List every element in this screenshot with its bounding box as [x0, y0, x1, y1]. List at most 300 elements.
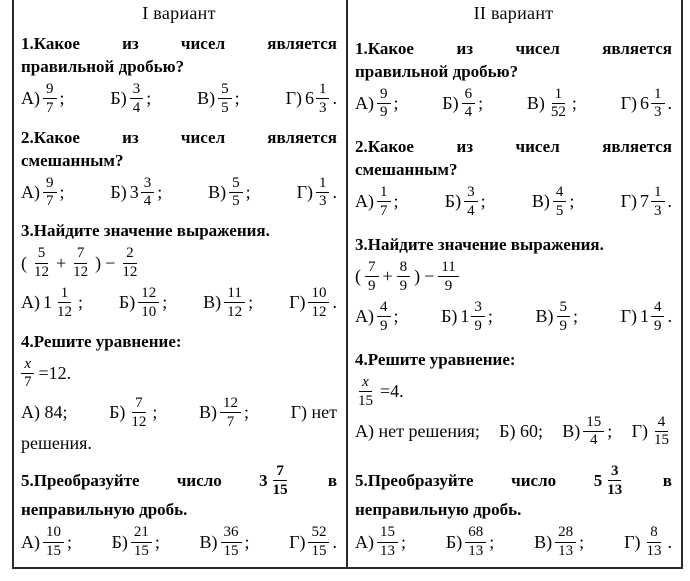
fraction-numerator: 11 [438, 259, 458, 277]
fraction-denominator: 4 [590, 432, 598, 449]
fraction-denominator: 15 [311, 543, 327, 560]
fraction-numerator: 12 [138, 285, 159, 303]
question-block [21, 330, 337, 455]
text-token: В) [535, 306, 554, 326]
answer-row [355, 299, 672, 335]
answer-option [446, 524, 494, 560]
text-token: Б) [109, 402, 126, 423]
fraction-denominator: 5 [232, 193, 240, 210]
answer-option [21, 81, 65, 117]
answer-option [21, 175, 65, 211]
fraction-denominator: 3 [318, 193, 327, 210]
fraction-numerator: 6 [462, 86, 476, 104]
fraction-numerator: 1 [58, 285, 72, 303]
fraction-denominator: 7 [226, 413, 235, 430]
text-token: ; [162, 292, 168, 313]
question-title [355, 348, 672, 371]
expression-line [355, 259, 672, 295]
text-token: число [176, 471, 222, 491]
fraction-numerator: 1 [651, 184, 665, 202]
text-token: 2.Какое [21, 127, 80, 147]
fraction-denominator: 15 [358, 392, 373, 409]
text-token: смешанным? [355, 159, 458, 179]
text-token: 4.Решите уравнение: [355, 349, 516, 369]
fraction [377, 524, 398, 560]
answer-row [355, 184, 672, 220]
fraction-numerator: 1 [316, 81, 330, 99]
answer-option [200, 524, 250, 560]
fraction-numerator: x [359, 374, 372, 392]
fraction-numerator: 9 [43, 175, 57, 193]
fraction-numerator: 3 [141, 175, 155, 193]
text-token: ; [152, 402, 158, 423]
fraction [21, 356, 35, 392]
question-block [21, 219, 337, 321]
text-token: Г) [296, 181, 313, 202]
text-token: Г) [624, 531, 641, 552]
fraction-denominator: 12 [227, 303, 243, 320]
fraction-numerator: 11 [224, 285, 244, 303]
fraction-numerator: 2 [123, 245, 137, 263]
text-token: − [105, 252, 116, 273]
fraction-denominator: 15 [272, 481, 288, 498]
fraction [70, 245, 91, 281]
answer-option [289, 285, 337, 321]
fraction-denominator: 9 [474, 317, 482, 334]
text-token: Б) [445, 531, 463, 552]
text-token: решения. [21, 432, 92, 453]
text-token: ; [59, 88, 65, 109]
text-token: ; [579, 531, 585, 552]
text-token: ; [154, 531, 160, 552]
answer-row [21, 395, 337, 431]
text-token: число [511, 471, 557, 491]
fraction-denominator: 5 [221, 99, 229, 116]
fraction [141, 175, 155, 211]
fraction-numerator: 4 [651, 299, 665, 317]
variant-column-2 [346, 0, 681, 567]
text-token: 3.Найдите значение выражения. [21, 221, 270, 241]
answer-option [355, 299, 399, 335]
fraction-denominator: 4 [132, 99, 141, 116]
answer-option [21, 524, 72, 560]
text-token: ; [480, 191, 486, 212]
fraction-denominator: 7 [46, 193, 54, 210]
text-token: . [667, 531, 672, 552]
text-token: ; [478, 92, 484, 113]
fraction-numerator: 1 [651, 86, 665, 104]
text-token: . [667, 191, 672, 212]
text-token: правильной дробью? [355, 61, 519, 81]
mixed-number [305, 81, 330, 117]
fraction [471, 299, 485, 335]
text-token: 5.Преобразуйте [21, 471, 140, 491]
answer-option [621, 86, 672, 122]
text-token: 2.Какое [355, 136, 414, 156]
whole-part: 1 [460, 306, 470, 326]
mixed-number [259, 463, 291, 499]
text-token: ) [95, 252, 102, 273]
question-block [355, 348, 672, 450]
fraction [128, 395, 149, 431]
answer-row [355, 86, 672, 122]
fraction [465, 524, 486, 560]
mixed-number [640, 86, 665, 122]
text-token: . [332, 292, 337, 313]
text-token: =12. [38, 362, 72, 383]
fraction-denominator: 4 [143, 193, 152, 210]
fraction-numerator: 4 [553, 184, 567, 202]
fraction-denominator: 9 [368, 277, 376, 294]
text-token: Б) 60; [499, 420, 543, 441]
text-token: Г) [289, 292, 306, 313]
fraction-numerator: 7 [74, 245, 88, 263]
text-token: А) [21, 531, 40, 552]
fraction-denominator: 5 [555, 202, 564, 219]
fraction-denominator: 15 [133, 543, 149, 560]
text-token: 3.Найдите значение выражения. [355, 235, 604, 255]
answer-option [289, 524, 337, 560]
answer-option [441, 299, 493, 335]
fraction-denominator: 7 [46, 99, 54, 116]
answer-option [534, 524, 584, 560]
fraction [397, 259, 411, 295]
fraction [119, 245, 140, 281]
fraction [31, 245, 52, 281]
answer-option [208, 175, 251, 211]
answer-option [442, 86, 483, 122]
answer-option [499, 421, 543, 442]
text-token: 5.Преобразуйте [355, 471, 474, 491]
text-token: . [332, 181, 337, 202]
fraction-denominator: 7 [24, 374, 32, 391]
text-token: ; [248, 292, 254, 313]
whole-part: 7 [640, 191, 649, 212]
fraction-numerator: 8 [397, 259, 411, 277]
text-token: Г) [285, 88, 302, 109]
question-block [355, 37, 672, 123]
text-token: Г) нет [290, 402, 337, 423]
question-block [355, 463, 672, 561]
fraction-numerator: 4 [377, 299, 391, 317]
text-token: Б) [111, 531, 128, 552]
variant-2-title: II вариант [473, 3, 554, 23]
question-block [21, 32, 337, 118]
variant-1-title: I вариант [142, 3, 216, 23]
fraction-denominator: 9 [444, 277, 453, 294]
text-token: Б) [444, 191, 462, 212]
fraction [553, 184, 567, 220]
text-token: ; [393, 92, 399, 113]
fraction [221, 524, 242, 560]
fraction [651, 414, 672, 450]
fraction [464, 184, 478, 220]
text-token: Г) [620, 306, 637, 326]
fraction-numerator: 9 [377, 86, 391, 104]
text-token: ; [234, 88, 240, 109]
answer-option [355, 86, 399, 122]
text-token: неправильную дробь. [355, 500, 522, 520]
question-title [21, 463, 337, 499]
answer-option [532, 184, 575, 220]
fraction-denominator: 13 [468, 543, 484, 560]
fraction-numerator: 7 [273, 463, 287, 481]
fraction [643, 524, 664, 560]
question-block [355, 233, 672, 335]
fraction-numerator: 1 [377, 184, 391, 202]
fraction-numerator: 1 [552, 86, 566, 104]
text-token: ; [569, 191, 575, 212]
fraction [308, 524, 329, 560]
text-token: В) [534, 531, 553, 552]
text-token: 4.Решите уравнение: [21, 331, 182, 351]
question-title [21, 32, 337, 55]
fraction-denominator: 12 [34, 264, 49, 281]
fraction [308, 285, 329, 321]
fraction-numerator: 68 [465, 524, 486, 542]
text-token: является [602, 38, 672, 58]
text-token: в [327, 471, 337, 491]
fraction-denominator: 9 [559, 317, 567, 334]
text-token: чисел [515, 38, 560, 58]
fraction-denominator: 12 [122, 264, 138, 281]
fraction-numerator: 3 [464, 184, 478, 202]
question-title [21, 55, 337, 78]
question-title [355, 158, 672, 181]
text-token: ; [571, 92, 577, 113]
question-title [21, 126, 337, 149]
text-token: чисел [515, 136, 560, 156]
fraction-denominator: 10 [141, 303, 157, 320]
fraction-denominator: 9 [380, 104, 388, 121]
fraction-numerator: 36 [221, 524, 242, 542]
answer-option [536, 299, 579, 335]
text-token: =4. [380, 381, 404, 402]
text-token: А) [355, 92, 374, 113]
fraction-denominator: 12 [131, 413, 147, 430]
mixed-number [43, 285, 75, 321]
fraction-numerator: 10 [308, 285, 329, 303]
fraction-denominator: 13 [558, 543, 574, 560]
fraction [583, 414, 604, 450]
fraction-numerator: 21 [131, 524, 152, 542]
fraction [651, 86, 665, 122]
fraction-denominator: 3 [654, 202, 662, 219]
fraction-numerator: 15 [377, 524, 398, 542]
text-token: Б) [441, 306, 458, 326]
fraction-numerator: 3 [608, 463, 622, 481]
text-token: ; [146, 88, 152, 109]
fraction [651, 299, 665, 335]
fraction [377, 184, 391, 220]
answer-option [21, 402, 68, 423]
question-title [355, 37, 672, 60]
text-token: В) [562, 420, 581, 441]
text-token: В) [197, 88, 216, 109]
whole-part: 3 [259, 471, 268, 491]
text-token: является [267, 127, 337, 147]
answer-option [199, 395, 249, 431]
text-token: ) [414, 266, 421, 287]
answer-option [119, 285, 167, 321]
text-token: ; [67, 531, 73, 552]
text-token: 1.Какое [355, 38, 414, 58]
fraction-denominator: 4 [464, 104, 473, 121]
text-token: ; [393, 306, 399, 326]
text-token: А) 84; [21, 402, 68, 423]
whole-part: 6 [304, 88, 314, 109]
fraction [316, 81, 330, 117]
answer-row [21, 285, 337, 321]
text-token: Б) [110, 181, 127, 202]
text-token: В) [199, 402, 218, 423]
fraction-denominator: 9 [653, 317, 662, 334]
text-token: . [332, 531, 337, 552]
text-token: ; [157, 181, 163, 202]
expression-line [21, 245, 337, 281]
answer-option [632, 414, 672, 450]
fraction [604, 463, 625, 499]
fraction-denominator: 3 [318, 99, 327, 116]
text-token: В) [203, 292, 222, 313]
fraction-numerator: 15 [583, 414, 604, 432]
text-token: В) [208, 181, 227, 202]
question-title [21, 330, 337, 353]
mixed-number [594, 463, 626, 499]
answer-row [21, 175, 337, 211]
fraction [548, 86, 569, 122]
fraction-denominator: 9 [399, 277, 408, 294]
text-token: Г) [620, 191, 637, 212]
fraction [130, 81, 144, 117]
text-token: ; [244, 531, 250, 552]
text-token: − [424, 266, 435, 287]
text-token: из [456, 38, 474, 58]
text-token: ; [401, 531, 407, 552]
fraction [131, 524, 152, 560]
fraction-numerator: 3 [471, 299, 485, 317]
fraction-denominator: 15 [46, 543, 61, 560]
fraction-denominator: 13 [607, 481, 623, 498]
answer-option [197, 81, 240, 117]
text-token: Б) [118, 292, 136, 313]
question-block [21, 126, 337, 212]
fraction [377, 86, 391, 122]
answer-option [110, 175, 162, 211]
expression-line [355, 374, 672, 410]
mixed-number [640, 184, 665, 220]
text-token: является [602, 136, 672, 156]
fraction [54, 285, 75, 321]
fraction-numerator: 1 [316, 175, 330, 193]
answer-option [621, 184, 672, 220]
text-token: + [56, 252, 67, 273]
text-token: правильной дробью? [21, 57, 185, 77]
fraction-numerator: 12 [220, 395, 241, 413]
fraction [270, 463, 291, 499]
answer-option [203, 285, 253, 321]
text-token: . [667, 92, 672, 113]
text-token: В) [199, 531, 218, 552]
text-token: ; [244, 402, 250, 423]
text-token: чисел [180, 127, 226, 147]
fraction [462, 86, 476, 122]
text-token: 1.Какое [21, 34, 80, 54]
text-token: . [667, 306, 672, 326]
text-token: ; [573, 306, 579, 326]
text-token: А) нет решения; [355, 420, 480, 441]
answer-row [21, 524, 337, 560]
fraction-denominator: 13 [646, 543, 662, 560]
mixed-number [460, 299, 485, 335]
text-token: ( [21, 252, 27, 273]
answer-row [355, 414, 672, 450]
fraction-denominator: 15 [653, 432, 669, 449]
fraction [43, 81, 57, 117]
answer-option [355, 184, 399, 220]
answer-option [527, 86, 577, 122]
text-token: + [382, 266, 393, 287]
text-token: ; [245, 181, 251, 202]
text-token: А) [355, 191, 374, 212]
fraction [138, 285, 159, 321]
fraction [220, 395, 241, 431]
fraction-denominator: 4 [467, 202, 475, 219]
text-token: А) [355, 531, 374, 552]
answer-option [286, 81, 337, 117]
fraction-numerator: 5 [229, 175, 243, 193]
answer-option [355, 421, 480, 442]
fraction-numerator: x [21, 356, 34, 374]
text-token: А) [355, 306, 374, 326]
fraction [316, 175, 330, 211]
text-token: А) [21, 88, 40, 109]
text-token: Б) [110, 88, 127, 109]
fraction [355, 374, 376, 410]
fraction-numerator: 9 [43, 81, 57, 99]
text-token: ; [489, 531, 495, 552]
expression-line [21, 356, 337, 392]
answer-option [291, 402, 337, 423]
fraction [218, 81, 232, 117]
mixed-number [130, 175, 155, 211]
text-token: ; [78, 292, 84, 313]
text-token: ( [355, 266, 361, 287]
text-token: А) [21, 181, 40, 202]
answer-option [112, 524, 160, 560]
fraction-numerator: 52 [308, 524, 329, 542]
fraction-denominator: 12 [73, 264, 89, 281]
text-line [21, 433, 337, 454]
text-token: Г) [620, 92, 637, 113]
variant-column-1 [14, 0, 346, 567]
fraction-denominator: 7 [380, 202, 388, 219]
fraction [438, 259, 458, 295]
fraction-denominator: 12 [57, 303, 72, 320]
whole-part: 3 [129, 181, 139, 202]
fraction-numerator: 4 [655, 414, 669, 432]
question-title [355, 498, 672, 521]
answer-option [21, 285, 83, 321]
text-token: чисел [180, 34, 226, 54]
text-token: . [332, 88, 337, 109]
answer-row [355, 524, 672, 560]
answer-row [21, 81, 337, 117]
fraction-numerator: 7 [132, 395, 146, 413]
text-token: неправильную дробь. [21, 500, 188, 520]
fraction [43, 175, 57, 211]
whole-part: 6 [640, 92, 649, 113]
